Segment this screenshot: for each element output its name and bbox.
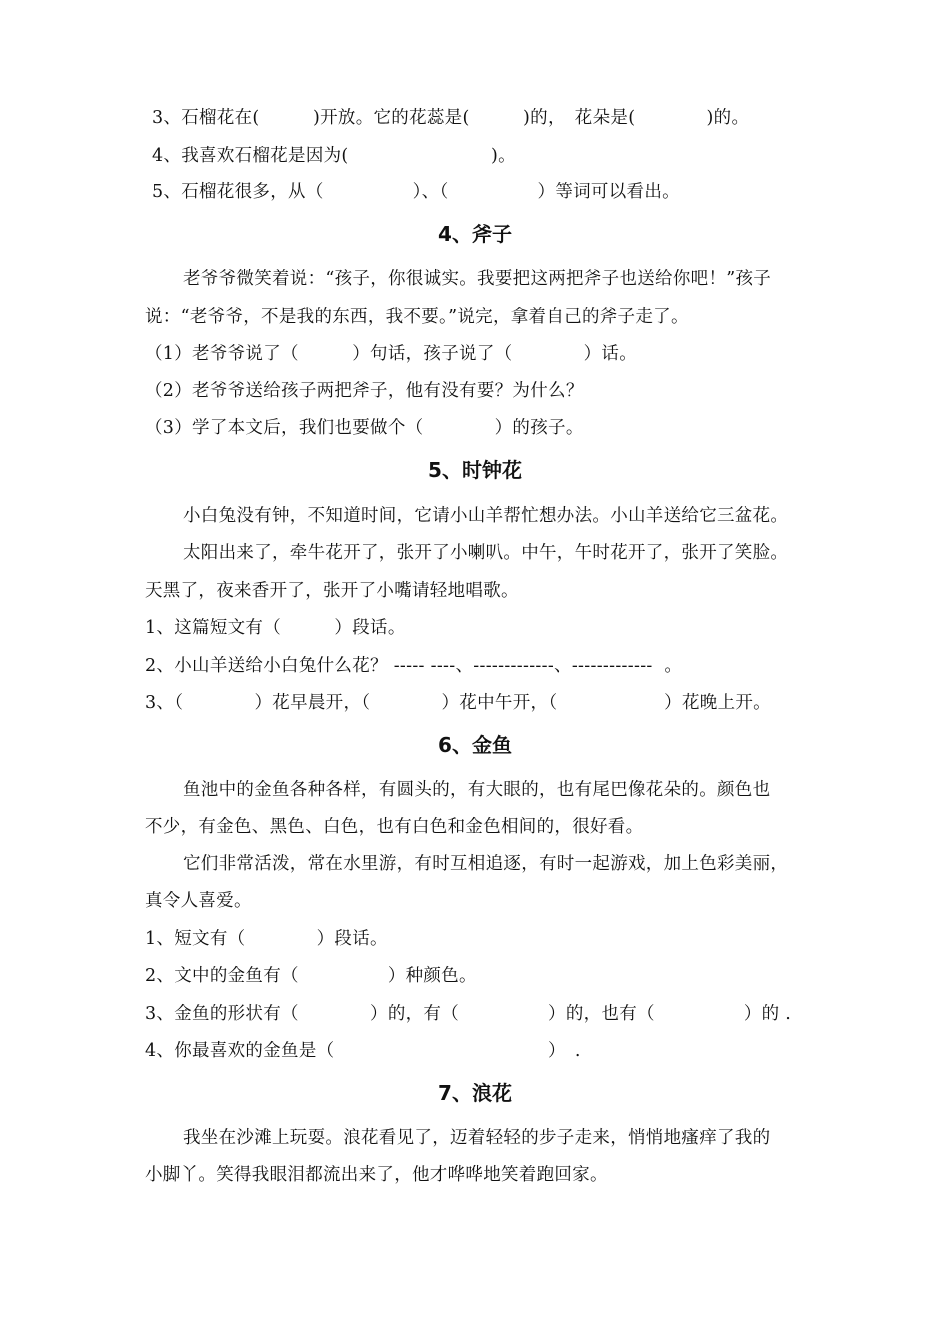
question-2: （2）老爷爷送给孩子两把斧子，他有没有要？为什么？: [145, 381, 584, 401]
section-title: 5、时钟花: [428, 458, 522, 482]
question-2: 2、小山羊送给小白兔什么花？ ----- ----、-------------、------------- 。: [145, 656, 683, 676]
question-3: （3）学了本文后，我们也要做个（ ）的孩子。: [145, 418, 584, 438]
question-2: 2、文中的金鱼有（ ）种颜色。: [145, 966, 477, 986]
section-title: 4、斧子: [438, 222, 512, 246]
question-4: 4、你最喜欢的金鱼是（ ） .: [145, 1041, 581, 1061]
paragraph: 它们非常活泼，常在水里游，有时互相追逐，有时一起游戏，加上色彩美丽，: [183, 854, 789, 874]
paragraph-continued: 真令人喜爱。: [145, 891, 252, 911]
question-1: 1、短文有（ ）段话。: [145, 929, 388, 949]
paragraph-continued: 说：“老爷爷，不是我的东西，我不要。”说完，拿着自己的斧子走了。: [145, 307, 689, 327]
section-title: 7、浪花: [438, 1081, 512, 1105]
question-1: （1）老爷爷说了（ ）句话，孩子说了（ ）话。: [145, 344, 638, 364]
paragraph: 小白兔没有钟，不知道时间，它请小山羊帮忙想办法。小山羊送给它三盆花。: [183, 506, 789, 526]
question-3: 3、（ ）花早晨开，（ ）花中午开，（ ）花晚上开。: [145, 693, 771, 713]
paragraph-continued: 天黑了，夜来香开了，张开了小嘴请轻地唱歌。: [145, 581, 519, 601]
paragraph: 我坐在沙滩上玩耍。浪花看见了，迈着轻轻的步子走来，悄悄地瘙痒了我的: [183, 1128, 771, 1148]
question-3: 3、石榴花在( )开放。它的花蕊是( )的， 花朵是( )的。: [152, 108, 750, 128]
paragraph: 鱼池中的金鱼各种各样，有圆头的，有大眼的，也有尾巴像花朵的。颜色也: [183, 780, 771, 800]
paragraph-continued: 小脚丫。笑得我眼泪都流出来了，他才哗哗地笑着跑回家。: [145, 1165, 608, 1185]
question-4: 4、我喜欢石榴花是因为( )。: [152, 146, 516, 166]
question-1: 1、这篇短文有（ ）段话。: [145, 618, 406, 638]
paragraph-continued: 不少，有金色、黑色、白色，也有白色和金色相间的，很好看。: [145, 817, 644, 837]
paragraph: 老爷爷微笑着说：“孩子，你很诚实。我要把这两把斧子也送给你吧！”孩子: [183, 269, 772, 289]
section-title: 6、金鱼: [438, 733, 512, 757]
question-3: 3、金鱼的形状有（ ）的，有（ ）的，也有（ ）的 .: [145, 1004, 792, 1024]
paragraph: 太阳出来了，牵牛花开了，张开了小喇叭。中午，午时花开了，张开了笑脸。: [183, 543, 789, 563]
question-5: 5、石榴花很多，从（ ）、（ ）等词可以看出。: [152, 182, 680, 202]
